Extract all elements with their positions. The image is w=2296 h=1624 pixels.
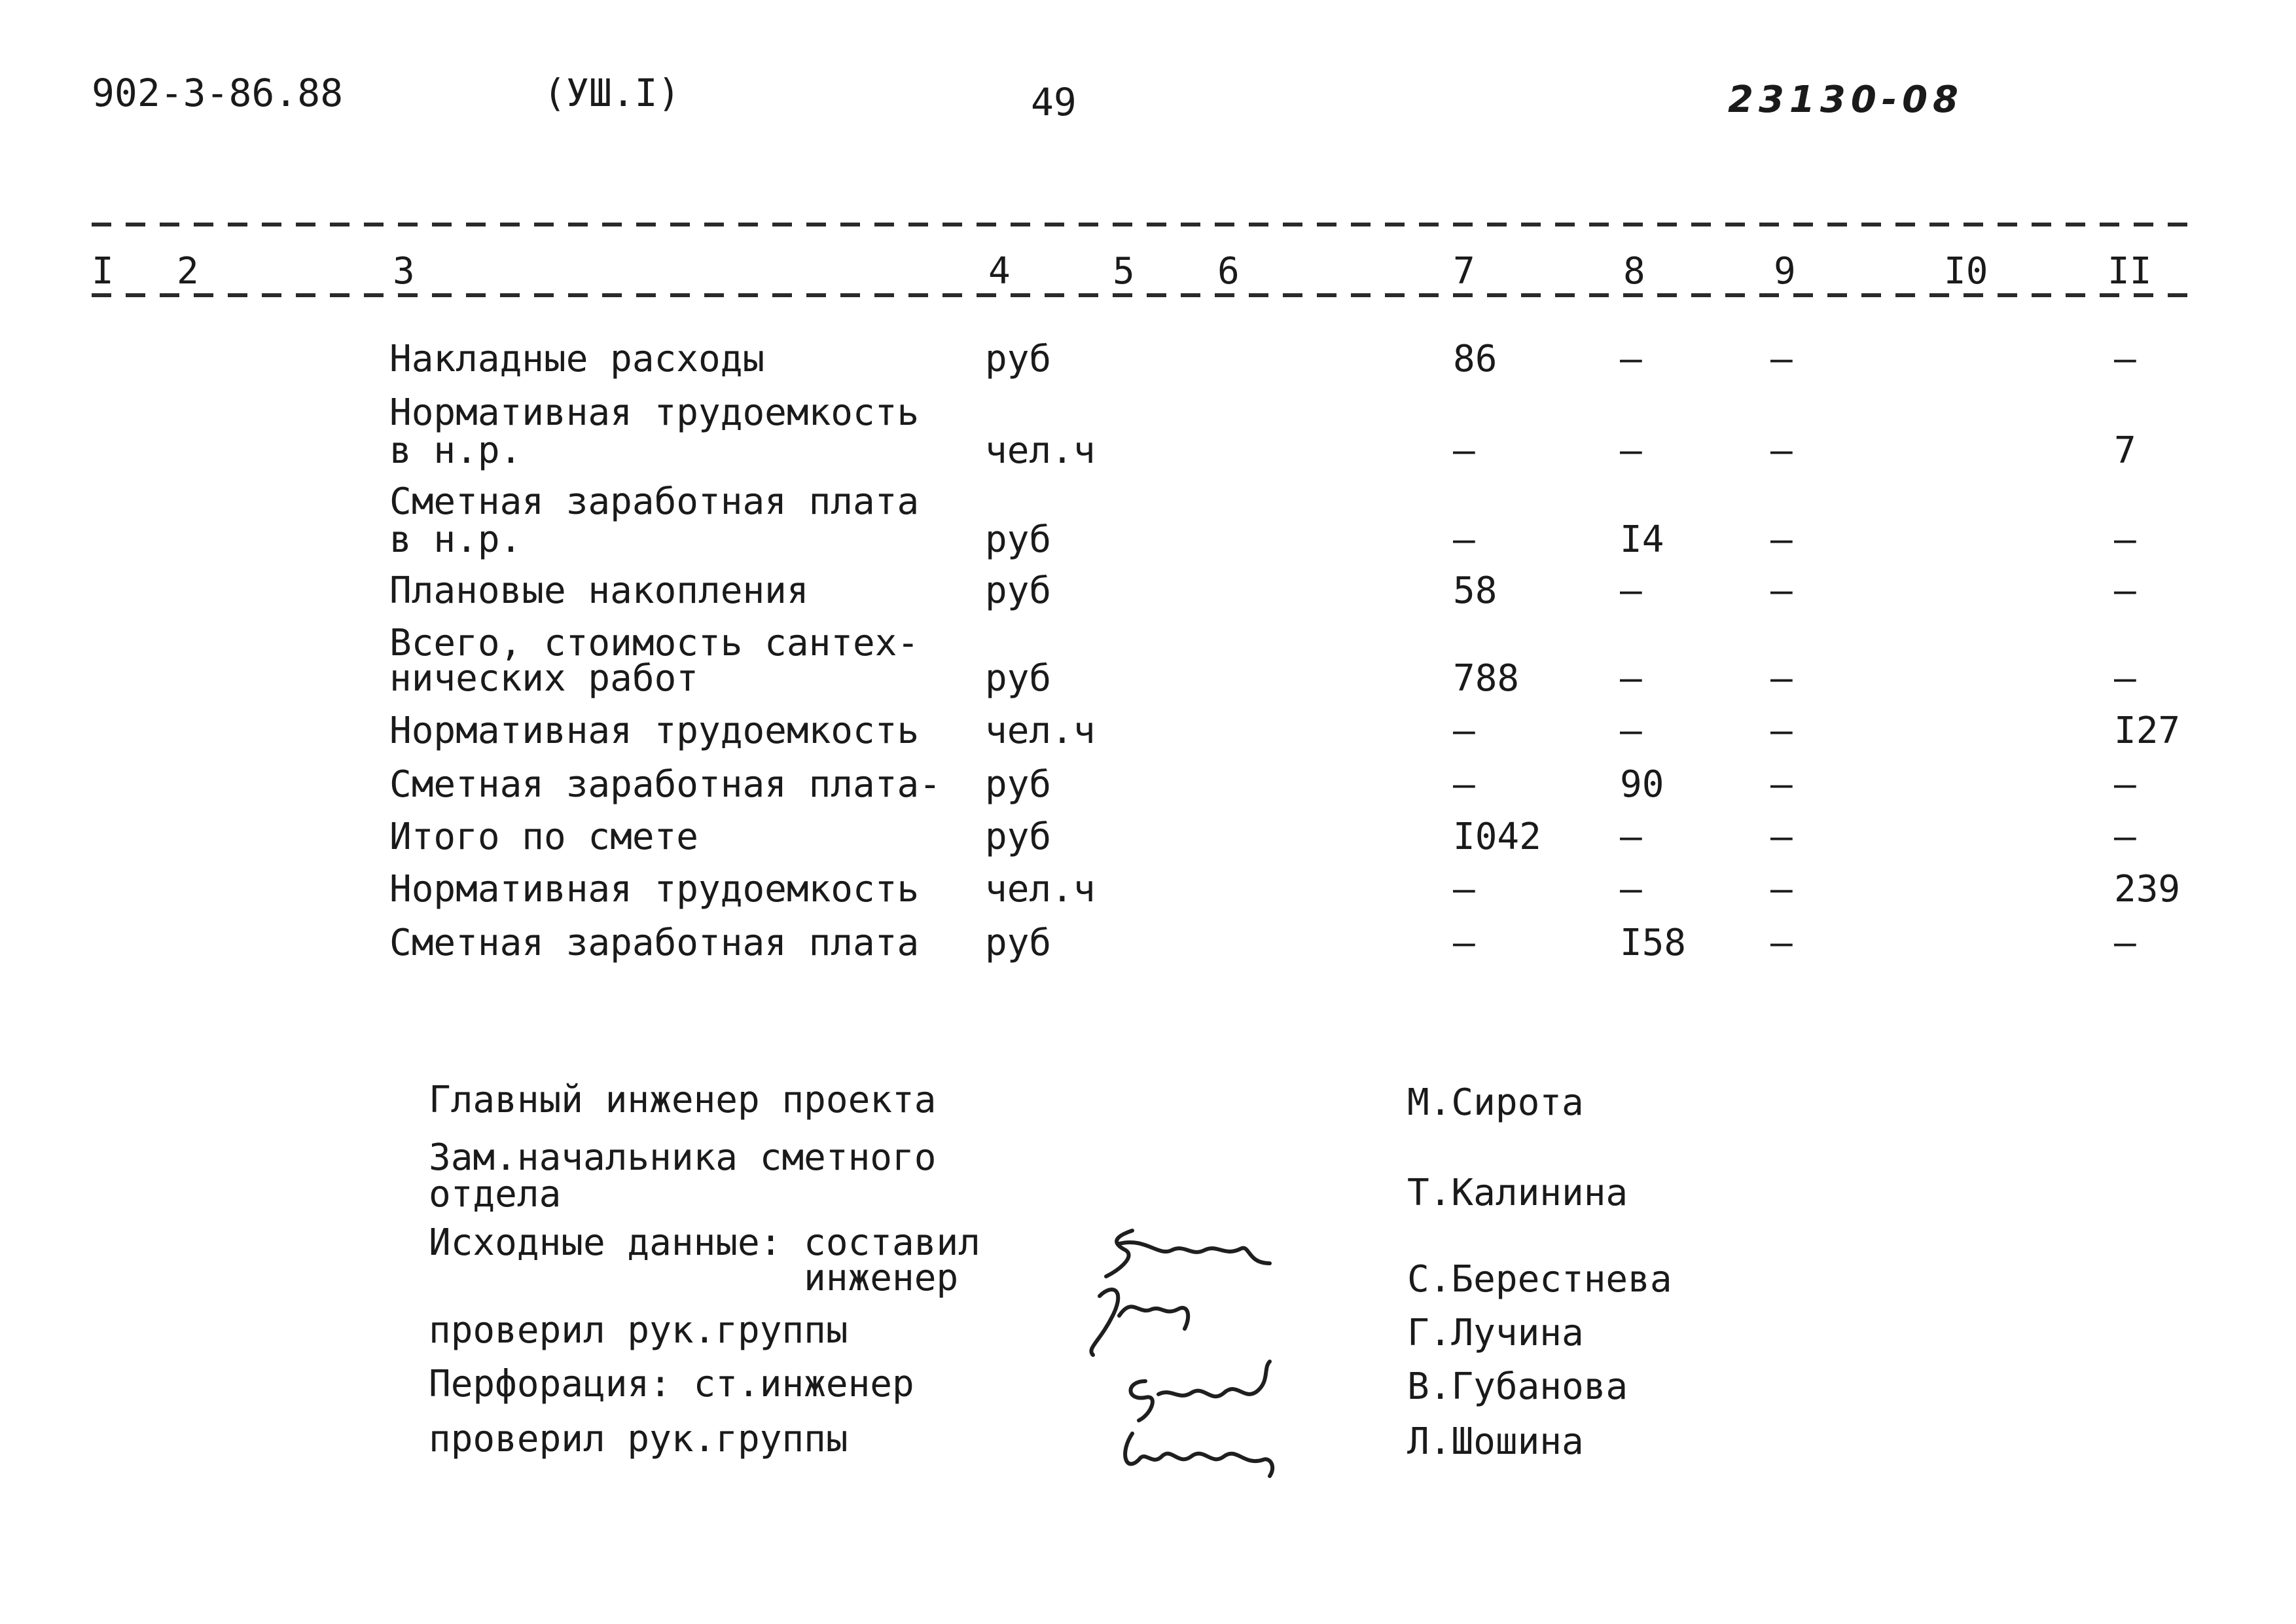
value-cell-col11: – <box>2114 922 2136 964</box>
value-cell-col9: – <box>1770 429 1793 472</box>
value-cell-col9: – <box>1770 657 1793 700</box>
row-label-continued: нических работ <box>389 657 699 700</box>
value-cell-col9: – <box>1770 338 1793 380</box>
signatory-role: Главный инженер проекта <box>429 1079 937 1121</box>
value-cell-col7: – <box>1453 922 1475 964</box>
value-cell-col8: I58 <box>1620 922 1687 964</box>
column-number: 4 <box>988 250 1011 293</box>
value-cell-col11: – <box>2114 518 2136 561</box>
signatory-role-continued: отдела <box>429 1173 562 1216</box>
row-label: Всего, стоимость сантех- <box>389 622 920 664</box>
value-cell-col11: 7 <box>2114 429 2136 472</box>
value-cell-col8: – <box>1620 657 1642 700</box>
value-cell-col11: – <box>2114 569 2136 612</box>
row-label: Сметная заработная плата <box>389 922 920 964</box>
unit-cell: руб <box>985 338 1052 380</box>
value-cell-col11: 239 <box>2114 868 2181 911</box>
archive-number: 23130-08 <box>1728 79 1964 121</box>
value-cell-col11: – <box>2114 763 2136 806</box>
column-number: I <box>92 250 114 293</box>
value-cell-col9: – <box>1770 868 1793 911</box>
value-cell-col8: – <box>1620 868 1642 911</box>
row-label: Итого по смете <box>389 816 699 858</box>
row-label: Сметная заработная плата <box>389 480 920 523</box>
value-cell-col8: 90 <box>1620 763 1664 806</box>
unit-cell: руб <box>985 922 1052 964</box>
value-cell-col11: – <box>2114 657 2136 700</box>
value-cell-col7: – <box>1453 868 1475 911</box>
value-cell-col9: – <box>1770 763 1793 806</box>
page-number: 49 <box>1031 80 1077 124</box>
value-cell-col7: 58 <box>1453 569 1498 612</box>
value-cell-col9: – <box>1770 518 1793 561</box>
column-number: 6 <box>1217 250 1240 293</box>
table-top-rule <box>92 223 2199 226</box>
value-cell-col9: – <box>1770 569 1793 612</box>
unit-cell: руб <box>985 569 1052 612</box>
value-cell-col7: 788 <box>1453 657 1520 700</box>
signature-berestneva <box>1106 1231 1270 1276</box>
row-label-continued: в н.р. <box>389 429 522 472</box>
column-number: II <box>2108 250 2152 293</box>
value-cell-col8: – <box>1620 429 1642 472</box>
value-cell-col8: – <box>1620 710 1642 752</box>
value-cell-col8: – <box>1620 816 1642 858</box>
signature-luchina <box>1091 1290 1188 1355</box>
row-label: Нормативная трудоемкость <box>389 710 920 752</box>
column-header-rule <box>92 293 2199 297</box>
value-cell-col7: 86 <box>1453 338 1498 380</box>
signatory-name: М.Сирота <box>1407 1081 1584 1124</box>
signatory-role: Перфорация: ст.инженер <box>429 1363 914 1405</box>
section-code: (УШ.I) <box>543 71 681 115</box>
signatory-role: проверил рук.группы <box>429 1309 848 1352</box>
row-label: Нормативная трудоемкость <box>389 868 920 911</box>
row-label: Плановые накопления <box>389 569 809 612</box>
value-cell-col9: – <box>1770 816 1793 858</box>
value-cell-col9: – <box>1770 710 1793 752</box>
column-number: 9 <box>1774 250 1796 293</box>
value-cell-col11: I27 <box>2114 710 2181 752</box>
document-code: 902-3-86.88 <box>92 71 344 115</box>
unit-cell: руб <box>985 763 1052 806</box>
signatory-role-continued: инженер <box>429 1257 959 1299</box>
column-number: 2 <box>177 250 199 293</box>
value-cell-col8: I4 <box>1620 518 1664 561</box>
column-number: 8 <box>1623 250 1645 293</box>
row-label: Нормативная трудоемкость <box>389 391 920 434</box>
value-cell-col11: – <box>2114 816 2136 858</box>
column-number: 5 <box>1113 250 1135 293</box>
signatory-name: Т.Калинина <box>1407 1172 1628 1214</box>
row-label: Сметная заработная плата- <box>389 763 941 806</box>
value-cell-col8: – <box>1620 338 1642 380</box>
value-cell-col11: – <box>2114 338 2136 380</box>
value-cell-col7: – <box>1453 710 1475 752</box>
column-number: 3 <box>393 250 415 293</box>
value-cell-col8: – <box>1620 569 1642 612</box>
unit-cell: руб <box>985 816 1052 858</box>
column-number: I0 <box>1944 250 1988 293</box>
signatory-role: Зам.начальника сметного <box>429 1136 937 1179</box>
signature-shoshina <box>1125 1434 1272 1476</box>
unit-cell: руб <box>985 518 1052 561</box>
value-cell-col9: – <box>1770 922 1793 964</box>
signatory-name: Л.Шошина <box>1407 1420 1584 1463</box>
signatory-role: Исходные данные: составил <box>429 1221 980 1264</box>
row-label: Накладные расходы <box>389 338 765 380</box>
signatory-role: проверил рук.группы <box>429 1418 848 1460</box>
row-label-continued: в н.р. <box>389 518 522 561</box>
signature-gubanova <box>1131 1362 1270 1420</box>
unit-cell: чел.ч <box>985 710 1096 752</box>
unit-cell: чел.ч <box>985 429 1096 472</box>
value-cell-col7: I042 <box>1453 816 1541 858</box>
unit-cell: руб <box>985 657 1052 700</box>
handwritten-signatures <box>1073 1218 1361 1492</box>
signatory-name: В.Губанова <box>1407 1365 1628 1408</box>
value-cell-col7: – <box>1453 518 1475 561</box>
signatory-name: С.Берестнева <box>1407 1258 1672 1301</box>
column-number: 7 <box>1453 250 1475 293</box>
unit-cell: чел.ч <box>985 868 1096 911</box>
value-cell-col7: – <box>1453 429 1475 472</box>
signatory-name: Г.Лучина <box>1407 1312 1584 1354</box>
value-cell-col7: – <box>1453 763 1475 806</box>
